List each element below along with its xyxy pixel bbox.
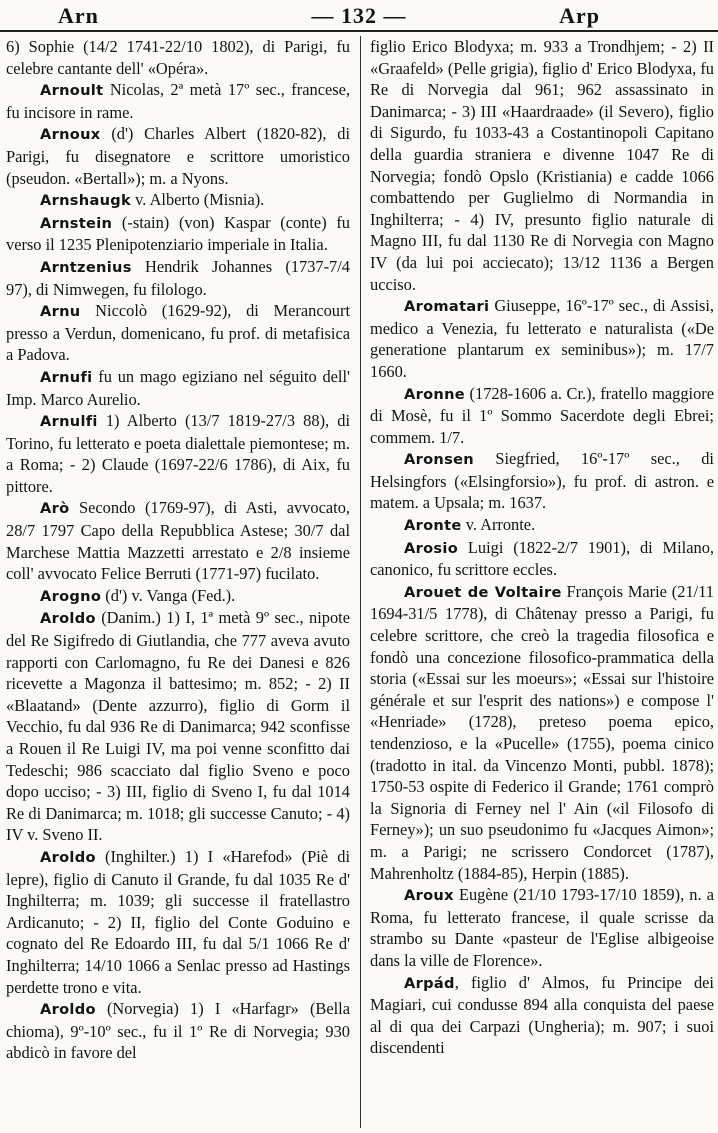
entry-headword: Arnoult — [40, 82, 104, 100]
dictionary-entry — [6, 410, 350, 497]
entry-text: v. Alberto (Misnia). — [131, 190, 265, 210]
entry-headword: Arouet de Voltaire — [404, 583, 562, 601]
entry-text: v. Arronte. — [461, 515, 536, 535]
column-divider — [360, 36, 361, 1128]
dictionary-entry — [370, 537, 714, 581]
entry-headword: Arnufi — [40, 368, 93, 386]
page-number: — 132 — — [311, 3, 407, 28]
entry-text: Eugène (21/10 1793-17/10 1859), n. a Roma, fu letterato francese, il quale scrisse da strambo su Dante «pasteur de l'Eglise albigeoise dans la ville de Florence». — [370, 885, 714, 970]
entry-headword: Aroldo — [40, 848, 96, 866]
dictionary-entry — [6, 497, 350, 584]
entry-text: (Norvegia) 1) I «Harfagr» (Bella chioma), 9º-10º sec., fu il 1º Re di Norvegia; 930 abdicò in favore del — [6, 999, 350, 1063]
dictionary-entry — [6, 189, 350, 212]
dictionary-entry — [6, 212, 350, 256]
dictionary-entry — [6, 123, 350, 189]
dictionary-entry — [6, 256, 350, 300]
entry-text: figlio Erico Blodyxa; m. 933 a Trondhjem; - 2) II «Graafeld» (Pelle grigia), figlio d' Erico Blodyxa, fu Re di Norvegia dal 961; 962 assassinato in Danimarca; - 3) III «Haardraade» (il Severo), figlio di Sigurdo, fu 1033-43 a Costantinopoli Capitano della guardia straniera e divenne 1047 Re di Norvegia; fondò Opslo (Kristiania) e cadde 1066 combattendo per Guglielmo di Normandia in Inghilterra; - 4) IV, presunto figlio naturale di Magno III, fu dal 1130 Re di Norvegia con Magno IV (da lui poi acciecato); 13/12 1136 a Bergen ucciso. — [370, 37, 714, 294]
entry-headword: Arnshaugk — [40, 192, 132, 210]
entry-headword: Arnstein — [40, 214, 113, 232]
entry-headword: Arnu — [40, 303, 81, 321]
entry-headword: Arò — [40, 500, 70, 518]
entry-text: (Danim.) 1) I, 1ª metà 9º sec., nipote del Re Sigifredo di Giutlandia, che 777 aveva avuto rapporti con Carlomagno, fu Re dei Danesi e 826 ricevette a Magonza il battesimo; m. 852; - 2) II «Blaatand» (Dente azzurro), figlio di Gorm il Vecchio, fu dal 936 Re di Danimarca; 942 sconfisse a Rouen il Re Luigi IV, ma poi venne sconfitto dai Tedeschi; 986 scacciato dal figlio Sveno e poco dopo ucciso; - 3) III, figlio di Sveno I, fu dal 1014 Re di Danimarca; m. 1018; gli successe Canuto; - 4) IV v. Sveno II. — [6, 608, 350, 845]
entry-headword: Arosio — [404, 539, 459, 557]
entry-text: François Marie (21/11 1694-31/5 1778), di Châtenay presso a Parigi, fu celebre scrittore, che creò la tragedia filosofica e fondò una concezione filosofico-prammatica della storia («Essai sur les moeurs»; «Essai sur l'histoire générale et sur l'esprit des nations») e compose l' «Henriade» (1728), preteso poema epico, tendenzioso, e la «Pucelle» (1755), poema cinico (tradotto in ital. da Vincenzo Monti, pubbl. 1878); 1750-53 ospite di Federico il Grande; 1761 comprò la Signoria di Ferney nel l' Ain («il Filosofo di Ferney»); un suo pseudonimo fu «Jacques Aimon»; m. a Parigi; ne scrissero Condorcet (1787), Mahrenholtz (1884-85), Herpin (1885). — [370, 581, 714, 883]
entry-text: Hendrik Johannes (1737-7/4 97), di Nimwegen, fu filologo. — [6, 256, 350, 299]
entry-headword: Arntzenius — [40, 258, 132, 276]
entry-headword: Aroux — [404, 887, 454, 905]
entry-text: 6) Sophie (14/2 1741-22/10 1802), di Parigi, fu celebre cantante dell' «Opéra». — [6, 37, 350, 78]
entry-text: (Inghilter.) 1) I «Harefod» (Piè di lepre), figlio di Canuto il Grande, fu dal 1035 Re d' Inghilterra; m. 1039; gli successe il fratellastro Ardicanuto; - 2) II, figlio del Conte Goduino e cognato del Re Edoardo III, fu dal 5/1 1066 Re d' Inghilterra; 14/10 1066 a Senlac presso ad Hastings perdette trono e vita. — [6, 846, 350, 997]
entry-headword: Aronte — [404, 517, 462, 535]
entry-text: Nicolas, 2ª metà 17º sec., francese, fu incisore in rame. — [6, 80, 350, 122]
dictionary-entry — [370, 295, 714, 382]
entry-text: Siegfried, 16º-17º sec., di Helsingfors («Elsingforsio»), fu prof. di astron. e matem. a Upsala; m. 1637. — [370, 449, 714, 513]
dictionary-entry — [370, 448, 714, 514]
dictionary-entry — [6, 998, 350, 1064]
entry-text: , figlio d' Almos, fu Principe dei Magiari, cui condusse 894 alla conquista del paese al di qua dei Carpazi (Ungheria); m. 907; i suoi discendenti — [370, 972, 714, 1058]
running-header — [0, 0, 718, 32]
dictionary-entry — [370, 36, 714, 295]
dictionary-entry — [6, 366, 350, 410]
entry-text: Niccolò (1629-92), di Merancourt presso a Verdun, domenicano, fu prof. di metafisica a Padova. — [6, 301, 350, 365]
entry-headword: Arnulfi — [40, 413, 98, 431]
entry-text: Giuseppe, 16º-17º sec., di Assisi, medico a Venezia, fu letterato e naturalista («De generatione plantarum ex seminibus»); m. 17/7 1660. — [370, 296, 714, 381]
dictionary-entry — [6, 300, 350, 366]
entry-text: (1728-1606 a. Cr.), fratello maggiore di Mosè, fu il 1º Sommo Sacerdote degli Ebrei; commem. 1/7. — [370, 383, 714, 447]
header-left-guide-word: Arn — [58, 3, 99, 28]
entry-headword: Aroldo — [40, 1001, 96, 1019]
left-column — [6, 36, 350, 1064]
entry-headword: Aromatari — [404, 298, 490, 316]
entry-headword: Aronsen — [404, 451, 474, 469]
dictionary-entry — [370, 581, 714, 884]
dictionary-entry — [6, 79, 350, 123]
dictionary-entry — [370, 514, 714, 537]
dictionary-entry — [6, 607, 350, 846]
entry-headword: Arnoux — [40, 126, 101, 144]
entry-text: (d') Charles Albert (1820-82), di Parigi, fu disegnatore e scrittore umoristico (pseudon. «Bertall»); m. a Nyons. — [6, 124, 350, 188]
entry-text: 1) Alberto (13/7 1819-27/3 88), di Torino, fu letterato e poeta dialettale piemontese; m. a Roma; - 2) Claude (1697-22/6 1786), di Aix, fu pittore. — [6, 411, 350, 496]
dictionary-entry — [6, 36, 350, 79]
entry-headword: Aroldo — [40, 610, 96, 628]
entry-headword: Arogno — [40, 587, 102, 605]
entry-headword: Arpád — [404, 974, 455, 992]
right-column — [370, 36, 714, 1059]
entry-headword: Aronne — [404, 385, 465, 403]
entry-text: Secondo (1769-97), di Asti, avvocato, 28/7 1797 Capo della Repubblica Astese; 30/7 dal Marchese Mattia Mazzetti arrestato e 2/8 insieme coll' avvocato Felice Berruti (1771-97) fucilato. — [6, 498, 350, 584]
entry-text: fu un mago egiziano nel séguito dell' Imp. Marco Aurelio. — [6, 366, 350, 409]
dictionary-entry — [370, 383, 714, 449]
dictionary-entry — [370, 884, 714, 971]
entry-text: Luigi (1822-2/7 1901), di Milano, canonico, fu scrittore eccles. — [370, 537, 714, 580]
dictionary-entry — [370, 972, 714, 1059]
entry-text: (d') v. Vanga (Fed.). — [101, 585, 236, 605]
dictionary-entry — [6, 846, 350, 998]
dictionary-entry — [6, 585, 350, 608]
entry-text: (-stain) (von) Kaspar (conte) fu verso il 1235 Plenipotenziario imperiale in Italia. — [6, 212, 350, 255]
header-right-guide-word: Arp — [559, 3, 600, 28]
